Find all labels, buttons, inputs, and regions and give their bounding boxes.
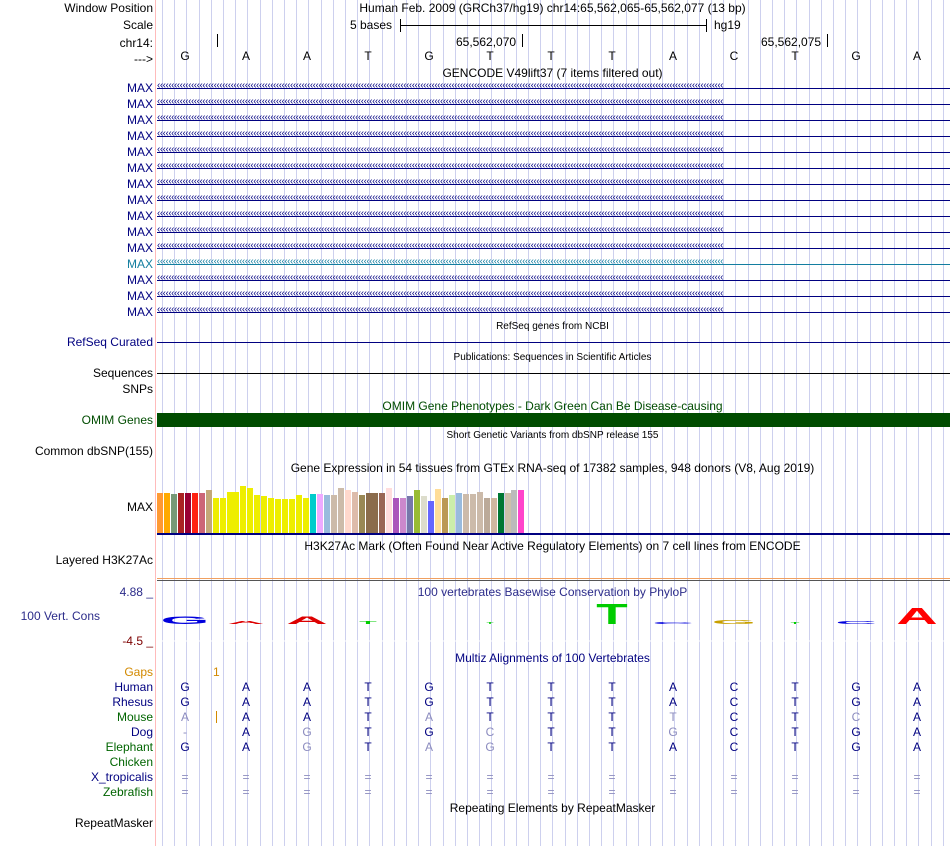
species-label[interactable]: Elephant [105, 740, 153, 754]
aligned-base: A [668, 680, 677, 694]
phylop-track-label[interactable]: 100 Vert. Cons [20, 609, 100, 623]
species-label[interactable]: Dog [130, 725, 153, 739]
aligned-base: T [547, 710, 555, 724]
gencode-transcript-label[interactable]: MAX [126, 113, 153, 127]
phylop-base-glyph[interactable]: G [160, 613, 210, 627]
gencode-transcript-label[interactable]: MAX [126, 161, 153, 175]
aligned-base: T [669, 710, 677, 724]
aligned-base: A [912, 740, 921, 754]
aligned-base: = [791, 770, 799, 784]
mouse-insertion-mark [216, 711, 217, 723]
gap-mark: 1 [213, 665, 220, 679]
gencode-strand-arrows: ‹‹‹‹‹‹‹‹‹‹‹‹‹‹‹‹‹‹‹‹‹‹‹‹‹‹‹‹‹‹‹‹‹‹‹‹‹‹‹‹‹‹‹‹‹‹‹‹‹‹‹‹‹‹‹‹‹‹‹‹‹‹‹‹‹‹‹‹‹‹‹‹‹‹‹‹‹‹‹‹‹‹‹‹‹‹‹‹‹‹‹‹‹‹‹‹‹‹‹‹‹‹‹‹‹‹‹‹‹‹‹‹‹‹‹‹‹‹‹‹‹‹‹‹‹‹‹‹‹‹‹‹‹‹‹‹‹‹‹‹‹‹‹‹‹‹‹‹‹‹‹‹‹‹‹‹‹‹‹‹‹‹‹‹‹‹‹‹‹‹‹‹‹‹‹‹‹‹‹‹‹‹‹‹‹‹‹‹‹‹‹‹‹‹‹‹‹‹‹‹ [157, 128, 724, 139]
aligned-base: A [912, 680, 921, 694]
aligned-base: = [181, 785, 189, 799]
phylop-track-title[interactable]: 100 vertebrates Basewise Conservation by PhyloP [417, 585, 688, 599]
gencode-transcript-label[interactable]: MAX [126, 97, 153, 111]
aligned-base: C [729, 725, 739, 739]
aligned-base: C [729, 710, 739, 724]
aligned-base: = [852, 770, 860, 784]
gencode-transcript-label[interactable]: MAX [126, 225, 153, 239]
reference-base: A [302, 49, 311, 63]
aligned-base: T [791, 740, 799, 754]
aligned-base: T [608, 710, 616, 724]
gencode-transcript-label[interactable]: MAX [126, 129, 153, 143]
aligned-base: G [424, 680, 434, 694]
species-label[interactable]: Mouse [116, 710, 153, 724]
aligned-base: C [729, 695, 739, 709]
gencode-strand-arrows: ‹‹‹‹‹‹‹‹‹‹‹‹‹‹‹‹‹‹‹‹‹‹‹‹‹‹‹‹‹‹‹‹‹‹‹‹‹‹‹‹‹‹‹‹‹‹‹‹‹‹‹‹‹‹‹‹‹‹‹‹‹‹‹‹‹‹‹‹‹‹‹‹‹‹‹‹‹‹‹‹‹‹‹‹‹‹‹‹‹‹‹‹‹‹‹‹‹‹‹‹‹‹‹‹‹‹‹‹‹‹‹‹‹‹‹‹‹‹‹‹‹‹‹‹‹‹‹‹‹‹‹‹‹‹‹‹‹‹‹‹‹‹‹‹‹‹‹‹‹‹‹‹‹‹‹‹‹‹‹‹‹‹‹‹‹‹‹‹‹‹‹‹‹‹‹‹‹‹‹‹‹‹‹‹‹‹‹‹‹‹‹‹‹‹‹‹‹‹‹‹ [157, 288, 724, 299]
position-label-1: 65,562,070 [456, 35, 517, 49]
aligned-base: T [791, 680, 799, 694]
gencode-transcript-label[interactable]: MAX [126, 193, 153, 207]
aligned-base: = [242, 770, 250, 784]
aligned-base: T [486, 710, 494, 724]
gencode-transcript-label[interactable]: MAX [126, 273, 153, 287]
reference-base: G [180, 49, 190, 63]
aligned-base: T [791, 725, 799, 739]
aligned-base: G [668, 725, 678, 739]
reference-base: C [729, 49, 739, 63]
aligned-base: A [912, 725, 921, 739]
h3k27ac-track-title[interactable]: H3K27Ac Mark (Often Found Near Active Regulatory Elements) on 7 cell lines from ENCODE [304, 539, 801, 553]
aligned-base: = [486, 785, 494, 799]
gaps-label[interactable]: Gaps [124, 665, 153, 679]
aligned-base: = [303, 770, 311, 784]
refseq-track-title[interactable]: RefSeq genes from NCBI [496, 321, 609, 332]
gencode-transcript-label[interactable]: MAX [126, 177, 153, 191]
omim-track-label[interactable]: OMIM Genes [81, 413, 153, 427]
aligned-base: A [912, 695, 921, 709]
aligned-base: G [424, 695, 434, 709]
aligned-base: = [425, 785, 433, 799]
aligned-base: T [547, 680, 555, 694]
aligned-base: = [913, 770, 921, 784]
dbsnp-track-title[interactable]: Short Genetic Variants from dbSNP release 155 [446, 430, 659, 441]
reference-base: G [424, 49, 434, 63]
reference-base: A [912, 49, 921, 63]
gencode-strand-arrows: ‹‹‹‹‹‹‹‹‹‹‹‹‹‹‹‹‹‹‹‹‹‹‹‹‹‹‹‹‹‹‹‹‹‹‹‹‹‹‹‹‹‹‹‹‹‹‹‹‹‹‹‹‹‹‹‹‹‹‹‹‹‹‹‹‹‹‹‹‹‹‹‹‹‹‹‹‹‹‹‹‹‹‹‹‹‹‹‹‹‹‹‹‹‹‹‹‹‹‹‹‹‹‹‹‹‹‹‹‹‹‹‹‹‹‹‹‹‹‹‹‹‹‹‹‹‹‹‹‹‹‹‹‹‹‹‹‹‹‹‹‹‹‹‹‹‹‹‹‹‹‹‹‹‹‹‹‹‹‹‹‹‹‹‹‹‹‹‹‹‹‹‹‹‹‹‹‹‹‹‹‹‹‹‹‹‹‹‹‹‹‹‹‹‹‹‹‹‹‹‹ [157, 160, 724, 171]
aligned-base: G [851, 740, 861, 754]
gencode-strand-arrows: ‹‹‹‹‹‹‹‹‹‹‹‹‹‹‹‹‹‹‹‹‹‹‹‹‹‹‹‹‹‹‹‹‹‹‹‹‹‹‹‹‹‹‹‹‹‹‹‹‹‹‹‹‹‹‹‹‹‹‹‹‹‹‹‹‹‹‹‹‹‹‹‹‹‹‹‹‹‹‹‹‹‹‹‹‹‹‹‹‹‹‹‹‹‹‹‹‹‹‹‹‹‹‹‹‹‹‹‹‹‹‹‹‹‹‹‹‹‹‹‹‹‹‹‹‹‹‹‹‹‹‹‹‹‹‹‹‹‹‹‹‹‹‹‹‹‹‹‹‹‹‹‹‹‹‹‹‹‹‹‹‹‹‹‹‹‹‹‹‹‹‹‹‹‹‹‹‹‹‹‹‹‹‹‹‹‹‹‹‹‹‹‹‹‹‹‹‹‹‹‹ [157, 224, 724, 235]
multiz-track-title[interactable]: Multiz Alignments of 100 Vertebrates [455, 651, 650, 665]
aligned-base: A [912, 710, 921, 724]
refseq-track-label[interactable]: RefSeq Curated [66, 335, 153, 349]
aligned-base: G [851, 695, 861, 709]
gencode-strand-arrows: ‹‹‹‹‹‹‹‹‹‹‹‹‹‹‹‹‹‹‹‹‹‹‹‹‹‹‹‹‹‹‹‹‹‹‹‹‹‹‹‹‹‹‹‹‹‹‹‹‹‹‹‹‹‹‹‹‹‹‹‹‹‹‹‹‹‹‹‹‹‹‹‹‹‹‹‹‹‹‹‹‹‹‹‹‹‹‹‹‹‹‹‹‹‹‹‹‹‹‹‹‹‹‹‹‹‹‹‹‹‹‹‹‹‹‹‹‹‹‹‹‹‹‹‹‹‹‹‹‹‹‹‹‹‹‹‹‹‹‹‹‹‹‹‹‹‹‹‹‹‹‹‹‹‹‹‹‹‹‹‹‹‹‹‹‹‹‹‹‹‹‹‹‹‹‹‹‹‹‹‹‹‹‹‹‹‹‹‹‹‹‹‹‹‹‹‹‹‹‹‹ [157, 176, 724, 187]
gencode-strand-arrows: ‹‹‹‹‹‹‹‹‹‹‹‹‹‹‹‹‹‹‹‹‹‹‹‹‹‹‹‹‹‹‹‹‹‹‹‹‹‹‹‹‹‹‹‹‹‹‹‹‹‹‹‹‹‹‹‹‹‹‹‹‹‹‹‹‹‹‹‹‹‹‹‹‹‹‹‹‹‹‹‹‹‹‹‹‹‹‹‹‹‹‹‹‹‹‹‹‹‹‹‹‹‹‹‹‹‹‹‹‹‹‹‹‹‹‹‹‹‹‹‹‹‹‹‹‹‹‹‹‹‹‹‹‹‹‹‹‹‹‹‹‹‹‹‹‹‹‹‹‹‹‹‹‹‹‹‹‹‹‹‹‹‹‹‹‹‹‹‹‹‹‹‹‹‹‹‹‹‹‹‹‹‹‹‹‹‹‹‹‹‹‹‹‹‹‹‹‹‹‹‹ [157, 272, 724, 283]
phylop-base-glyph[interactable]: C [652, 621, 694, 625]
reference-base: A [241, 49, 250, 63]
aligned-base: T [364, 680, 372, 694]
species-label[interactable]: Human [114, 680, 153, 694]
gencode-strand-arrows: ‹‹‹‹‹‹‹‹‹‹‹‹‹‹‹‹‹‹‹‹‹‹‹‹‹‹‹‹‹‹‹‹‹‹‹‹‹‹‹‹‹‹‹‹‹‹‹‹‹‹‹‹‹‹‹‹‹‹‹‹‹‹‹‹‹‹‹‹‹‹‹‹‹‹‹‹‹‹‹‹‹‹‹‹‹‹‹‹‹‹‹‹‹‹‹‹‹‹‹‹‹‹‹‹‹‹‹‹‹‹‹‹‹‹‹‹‹‹‹‹‹‹‹‹‹‹‹‹‹‹‹‹‹‹‹‹‹‹‹‹‹‹‹‹‹‹‹‹‹‹‹‹‹‹‹‹‹‹‹‹‹‹‹‹‹‹‹‹‹‹‹‹‹‹‹‹‹‹‹‹‹‹‹‹‹‹‹‹‹‹‹‹‹‹‹‹‹‹‹‹ [157, 96, 724, 107]
reference-base: T [608, 49, 616, 63]
gencode-transcript-label[interactable]: MAX [126, 257, 153, 271]
aligned-base: T [364, 710, 372, 724]
gencode-transcript-label[interactable]: MAX [126, 305, 153, 319]
aligned-base: T [364, 695, 372, 709]
position-label-2: 65,562,075 [761, 35, 822, 49]
aligned-base: = [669, 770, 677, 784]
gencode-strand-arrows: ‹‹‹‹‹‹‹‹‹‹‹‹‹‹‹‹‹‹‹‹‹‹‹‹‹‹‹‹‹‹‹‹‹‹‹‹‹‹‹‹‹‹‹‹‹‹‹‹‹‹‹‹‹‹‹‹‹‹‹‹‹‹‹‹‹‹‹‹‹‹‹‹‹‹‹‹‹‹‹‹‹‹‹‹‹‹‹‹‹‹‹‹‹‹‹‹‹‹‹‹‹‹‹‹‹‹‹‹‹‹‹‹‹‹‹‹‹‹‹‹‹‹‹‹‹‹‹‹‹‹‹‹‹‹‹‹‹‹‹‹‹‹‹‹‹‹‹‹‹‹‹‹‹‹‹‹‹‹‹‹‹‹‹‹‹‹‹‹‹‹‹‹‹‹‹‹‹‹‹‹‹‹‹‹‹‹‹‹‹‹‹‹‹‹‹‹‹‹‹‹ [157, 304, 724, 315]
aligned-base: - [183, 725, 187, 739]
aligned-base: T [791, 695, 799, 709]
gencode-transcript-label[interactable]: MAX [126, 145, 153, 159]
aligned-base: = [242, 785, 250, 799]
dbsnp-track-label[interactable]: Common dbSNP(155) [34, 444, 153, 458]
aligned-base: = [852, 785, 860, 799]
aligned-base: A [424, 710, 433, 724]
aligned-base: = [730, 785, 738, 799]
publications-track-label[interactable]: Sequences [92, 366, 153, 380]
phylop-base-glyph[interactable]: A [286, 613, 328, 627]
phylop-base-glyph[interactable]: T [596, 597, 628, 631]
aligned-base: A [241, 740, 250, 754]
reference-base: A [668, 49, 677, 63]
gencode-transcript-label[interactable]: MAX [126, 241, 153, 255]
reference-base: T [486, 49, 494, 63]
aligned-base: T [547, 725, 555, 739]
gencode-transcript-label[interactable]: MAX [126, 209, 153, 223]
aligned-base: T [364, 725, 372, 739]
aligned-base: G [485, 740, 495, 754]
reference-base: T [364, 49, 372, 63]
aligned-base: G [424, 725, 434, 739]
aligned-base: T [547, 695, 555, 709]
aligned-base: = [181, 770, 189, 784]
aligned-base: A [424, 740, 433, 754]
gencode-strand-arrows: ‹‹‹‹‹‹‹‹‹‹‹‹‹‹‹‹‹‹‹‹‹‹‹‹‹‹‹‹‹‹‹‹‹‹‹‹‹‹‹‹‹‹‹‹‹‹‹‹‹‹‹‹‹‹‹‹‹‹‹‹‹‹‹‹‹‹‹‹‹‹‹‹‹‹‹‹‹‹‹‹‹‹‹‹‹‹‹‹‹‹‹‹‹‹‹‹‹‹‹‹‹‹‹‹‹‹‹‹‹‹‹‹‹‹‹‹‹‹‹‹‹‹‹‹‹‹‹‹‹‹‹‹‹‹‹‹‹‹‹‹‹‹‹‹‹‹‹‹‹‹‹‹‹‹‹‹‹‹‹‹‹‹‹‹‹‹‹‹‹‹‹‹‹‹‹‹‹‹‹‹‹‹‹‹‹‹‹‹‹‹‹‹‹‹‹‹‹‹‹‹ [157, 208, 724, 219]
aligned-base: T [547, 740, 555, 754]
species-label[interactable]: Chicken [109, 755, 153, 769]
gencode-strand-arrows: ‹‹‹‹‹‹‹‹‹‹‹‹‹‹‹‹‹‹‹‹‹‹‹‹‹‹‹‹‹‹‹‹‹‹‹‹‹‹‹‹‹‹‹‹‹‹‹‹‹‹‹‹‹‹‹‹‹‹‹‹‹‹‹‹‹‹‹‹‹‹‹‹‹‹‹‹‹‹‹‹‹‹‹‹‹‹‹‹‹‹‹‹‹‹‹‹‹‹‹‹‹‹‹‹‹‹‹‹‹‹‹‹‹‹‹‹‹‹‹‹‹‹‹‹‹‹‹‹‹‹‹‹‹‹‹‹‹‹‹‹‹‹‹‹‹‹‹‹‹‹‹‹‹‹‹‹‹‹‹‹‹‹‹‹‹‹‹‹‹‹‹‹‹‹‹‹‹‹‹‹‹‹‹‹‹‹‹‹‹‹‹‹‹‹‹‹‹‹‹‹ [157, 80, 724, 91]
aligned-base: G [302, 740, 312, 754]
gtex-track-label[interactable]: MAX [126, 500, 153, 514]
reference-base: T [547, 49, 555, 63]
phylop-base-glyph[interactable]: A [896, 604, 938, 630]
aligned-base: T [364, 740, 372, 754]
aligned-base: A [668, 695, 677, 709]
aligned-base: A [302, 695, 311, 709]
aligned-base: = [669, 785, 677, 799]
aligned-base: A [241, 725, 250, 739]
aligned-base: = [547, 770, 555, 784]
phylop-base-glyph[interactable]: T [359, 620, 377, 626]
aligned-base: = [303, 785, 311, 799]
gencode-strand-arrows: ‹‹‹‹‹‹‹‹‹‹‹‹‹‹‹‹‹‹‹‹‹‹‹‹‹‹‹‹‹‹‹‹‹‹‹‹‹‹‹‹‹‹‹‹‹‹‹‹‹‹‹‹‹‹‹‹‹‹‹‹‹‹‹‹‹‹‹‹‹‹‹‹‹‹‹‹‹‹‹‹‹‹‹‹‹‹‹‹‹‹‹‹‹‹‹‹‹‹‹‹‹‹‹‹‹‹‹‹‹‹‹‹‹‹‹‹‹‹‹‹‹‹‹‹‹‹‹‹‹‹‹‹‹‹‹‹‹‹‹‹‹‹‹‹‹‹‹‹‹‹‹‹‹‹‹‹‹‹‹‹‹‹‹‹‹‹‹‹‹‹‹‹‹‹‹‹‹‹‹‹‹‹‹‹‹‹‹‹‹‹‹‹‹‹‹‹‹‹‹‹ [157, 256, 724, 267]
gtex-track-title[interactable]: Gene Expression in 54 tissues from GTEx RNA-seq of 17382 samples, 948 donors (V8, Aug 2019) [290, 461, 815, 475]
publications-track-title[interactable]: Publications: Sequences in Scientific Articles [453, 352, 652, 363]
aligned-base: A [302, 710, 311, 724]
h3k27ac-track-label[interactable]: Layered H3K27Ac [55, 553, 153, 567]
aligned-base: G [851, 680, 861, 694]
aligned-base: G [851, 725, 861, 739]
gencode-track-title[interactable]: GENCODE V49lift37 (7 items filtered out) [442, 66, 663, 80]
gencode-transcript-label[interactable]: MAX [126, 289, 153, 303]
scale-label: Scale [122, 18, 153, 32]
aligned-base: A [241, 680, 250, 694]
window-position-label: Window Position [64, 1, 153, 15]
aligned-base: C [485, 725, 495, 739]
aligned-base: A [241, 695, 250, 709]
aligned-base: = [486, 770, 494, 784]
aligned-base: A [180, 710, 189, 724]
phylop-base-glyph[interactable]: A [227, 620, 265, 625]
aligned-base: = [547, 785, 555, 799]
gencode-strand-arrows: ‹‹‹‹‹‹‹‹‹‹‹‹‹‹‹‹‹‹‹‹‹‹‹‹‹‹‹‹‹‹‹‹‹‹‹‹‹‹‹‹‹‹‹‹‹‹‹‹‹‹‹‹‹‹‹‹‹‹‹‹‹‹‹‹‹‹‹‹‹‹‹‹‹‹‹‹‹‹‹‹‹‹‹‹‹‹‹‹‹‹‹‹‹‹‹‹‹‹‹‹‹‹‹‹‹‹‹‹‹‹‹‹‹‹‹‹‹‹‹‹‹‹‹‹‹‹‹‹‹‹‹‹‹‹‹‹‹‹‹‹‹‹‹‹‹‹‹‹‹‹‹‹‹‹‹‹‹‹‹‹‹‹‹‹‹‹‹‹‹‹‹‹‹‹‹‹‹‹‹‹‹‹‹‹‹‹‹‹‹‹‹‹‹‹‹‹‹‹‹‹ [157, 192, 724, 203]
chrom-label: chr14: [119, 36, 153, 50]
aligned-base: = [608, 785, 616, 799]
aligned-base: T [486, 680, 494, 694]
species-label[interactable]: X_tropicalis [90, 770, 153, 784]
aligned-base: G [180, 680, 190, 694]
phylop-base-glyph[interactable]: G [711, 618, 757, 626]
aligned-base: T [608, 695, 616, 709]
gencode-strand-arrows: ‹‹‹‹‹‹‹‹‹‹‹‹‹‹‹‹‹‹‹‹‹‹‹‹‹‹‹‹‹‹‹‹‹‹‹‹‹‹‹‹‹‹‹‹‹‹‹‹‹‹‹‹‹‹‹‹‹‹‹‹‹‹‹‹‹‹‹‹‹‹‹‹‹‹‹‹‹‹‹‹‹‹‹‹‹‹‹‹‹‹‹‹‹‹‹‹‹‹‹‹‹‹‹‹‹‹‹‹‹‹‹‹‹‹‹‹‹‹‹‹‹‹‹‹‹‹‹‹‹‹‹‹‹‹‹‹‹‹‹‹‹‹‹‹‹‹‹‹‹‹‹‹‹‹‹‹‹‹‹‹‹‹‹‹‹‹‹‹‹‹‹‹‹‹‹‹‹‹‹‹‹‹‹‹‹‹‹‹‹‹‹‹‹‹‹‹‹‹‹‹ [157, 240, 724, 251]
aligned-base: = [730, 770, 738, 784]
phylop-base-glyph[interactable]: T [790, 621, 800, 625]
species-label[interactable]: Rhesus [112, 695, 153, 709]
aligned-base: T [486, 695, 494, 709]
repeatmasker-track-label[interactable]: RepeatMasker [74, 816, 153, 830]
aligned-base: G [180, 740, 190, 754]
aligned-base: T [608, 680, 616, 694]
omim-track-title[interactable]: OMIM Gene Phenotypes - Dark Green Can Be Disease-causing [382, 399, 723, 413]
gencode-strand-arrows: ‹‹‹‹‹‹‹‹‹‹‹‹‹‹‹‹‹‹‹‹‹‹‹‹‹‹‹‹‹‹‹‹‹‹‹‹‹‹‹‹‹‹‹‹‹‹‹‹‹‹‹‹‹‹‹‹‹‹‹‹‹‹‹‹‹‹‹‹‹‹‹‹‹‹‹‹‹‹‹‹‹‹‹‹‹‹‹‹‹‹‹‹‹‹‹‹‹‹‹‹‹‹‹‹‹‹‹‹‹‹‹‹‹‹‹‹‹‹‹‹‹‹‹‹‹‹‹‹‹‹‹‹‹‹‹‹‹‹‹‹‹‹‹‹‹‹‹‹‹‹‹‹‹‹‹‹‹‹‹‹‹‹‹‹‹‹‹‹‹‹‹‹‹‹‹‹‹‹‹‹‹‹‹‹‹‹‹‹‹‹‹‹‹‹‹‹‹‹‹‹ [157, 112, 724, 123]
phylop-base-glyph[interactable]: C [835, 620, 877, 625]
aligned-base: A [302, 680, 311, 694]
aligned-base: = [608, 770, 616, 784]
phylop-max-label: 4.88 _ [119, 585, 153, 599]
aligned-base: T [608, 725, 616, 739]
scale-db: hg19 [714, 18, 741, 32]
species-label[interactable]: Zebrafish [102, 785, 153, 799]
aligned-base: C [729, 680, 739, 694]
aligned-base: = [913, 785, 921, 799]
aligned-base: C [851, 710, 861, 724]
scale-text: 5 bases [350, 18, 393, 32]
reference-base: G [851, 49, 861, 63]
aligned-base: G [302, 725, 312, 739]
reference-base: T [791, 49, 799, 63]
repeatmasker-track-title[interactable]: Repeating Elements by RepeatMasker [449, 801, 656, 815]
aligned-base: T [608, 740, 616, 754]
aligned-base: A [668, 740, 677, 754]
snps-label[interactable]: SNPs [122, 382, 153, 396]
aligned-base: C [729, 740, 739, 754]
aligned-base: = [364, 770, 372, 784]
phylop-min-label: -4.5 _ [122, 634, 153, 648]
aligned-base: A [241, 710, 250, 724]
aligned-base: T [791, 710, 799, 724]
strand-label: ---> [134, 52, 153, 66]
aligned-base: G [180, 695, 190, 709]
assembly-position-text: Human Feb. 2009 (GRCh37/hg19) chr14:65,562,065-65,562,077 (13 bp) [359, 1, 746, 15]
aligned-base: = [425, 770, 433, 784]
phylop-base-glyph[interactable]: T [486, 621, 494, 625]
aligned-base: = [364, 785, 372, 799]
gencode-transcript-label[interactable]: MAX [126, 81, 153, 95]
aligned-base: = [791, 785, 799, 799]
gencode-strand-arrows: ‹‹‹‹‹‹‹‹‹‹‹‹‹‹‹‹‹‹‹‹‹‹‹‹‹‹‹‹‹‹‹‹‹‹‹‹‹‹‹‹‹‹‹‹‹‹‹‹‹‹‹‹‹‹‹‹‹‹‹‹‹‹‹‹‹‹‹‹‹‹‹‹‹‹‹‹‹‹‹‹‹‹‹‹‹‹‹‹‹‹‹‹‹‹‹‹‹‹‹‹‹‹‹‹‹‹‹‹‹‹‹‹‹‹‹‹‹‹‹‹‹‹‹‹‹‹‹‹‹‹‹‹‹‹‹‹‹‹‹‹‹‹‹‹‹‹‹‹‹‹‹‹‹‹‹‹‹‹‹‹‹‹‹‹‹‹‹‹‹‹‹‹‹‹‹‹‹‹‹‹‹‹‹‹‹‹‹‹‹‹‹‹‹‹‹‹‹‹‹‹ [157, 144, 724, 155]
